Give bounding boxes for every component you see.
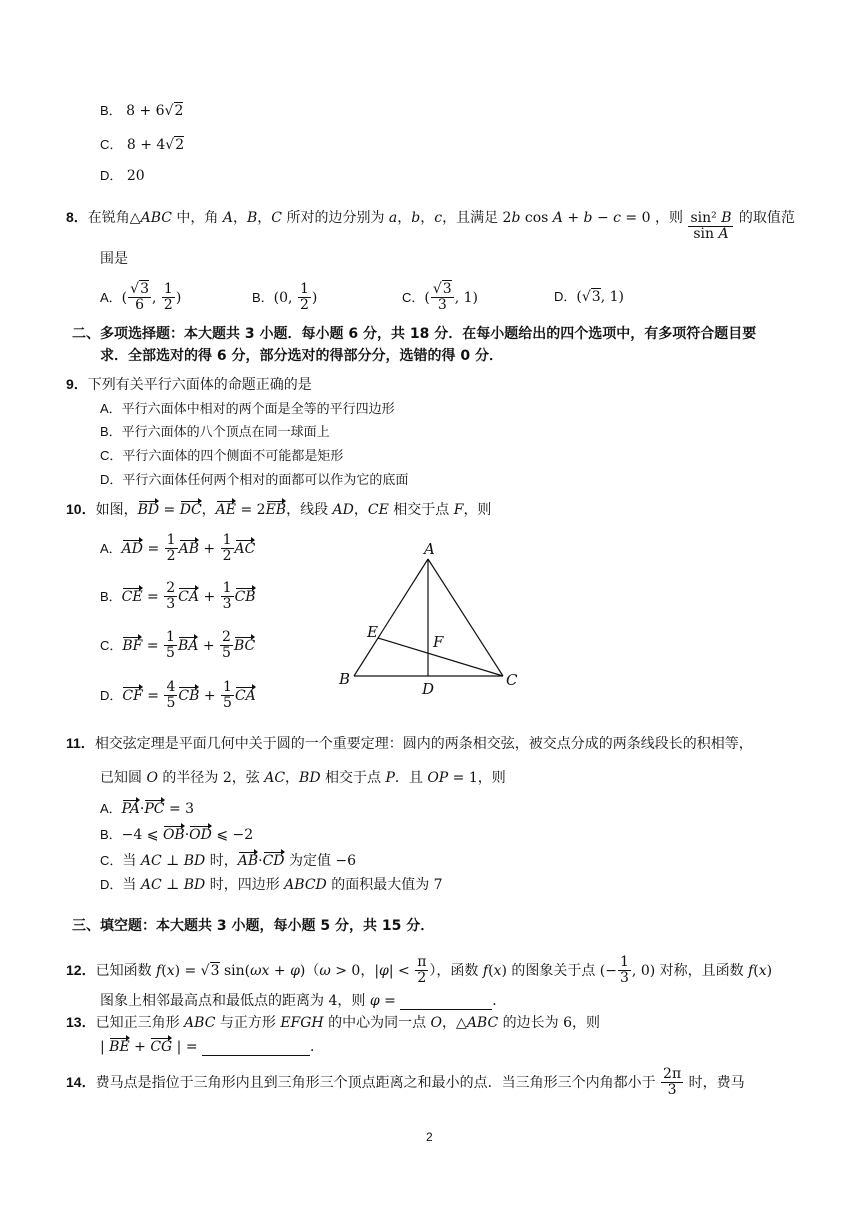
section-3-heading: 三、填空题：本大题共 3 小题，每小题 5 分，共 15 分． — [72, 918, 435, 934]
q10-option-c: C．BF = $\frac{1}{5}$ BA + $\frac{2}{5}$ BC — [100, 629, 256, 662]
label-b: B — [339, 670, 351, 688]
label-a: A — [424, 540, 435, 558]
side-ac — [428, 559, 503, 676]
question-8-stem-cont: 围是 — [100, 251, 128, 267]
question-9-stem: 9．下列有关平行六面体的命题正确的是 — [66, 376, 312, 393]
label-f: F — [433, 633, 444, 651]
question-11-stem-cont: 已知圆 O 的半径为 2，弦 AC，BD 相交于点 P．且 OP = 1，则 — [100, 770, 506, 786]
q7-option-b: B． 8 + 6√2 — [100, 103, 184, 119]
label-e: E — [367, 623, 378, 641]
q8-option-c: C．( $\frac{√3}{3}$ , 1) — [402, 281, 478, 314]
q9-option-c: C．平行六面体的四个侧面不可能都是矩形 — [100, 448, 344, 463]
question-13-stem-cont: | BE + CG | = ． — [100, 1039, 325, 1055]
triangle-figure — [330, 538, 530, 700]
section-2-heading-cont: 求．全部选对的得 6 分，部分选对的得部分分，选错的得 0 分． — [100, 348, 503, 364]
answer-blank-12[interactable] — [400, 993, 492, 1010]
question-12-stem: 12．已知函数 f(x) = √3 sin(ωx + φ)（ω > 0，|φ| < $\frac{\pi}{2}$ ），函数 f(x) 的图象关于点 (− $\frac{1}{3}$ , 0) 对称，且函数 f(x) — [66, 954, 773, 987]
question-14-stem: 14．费马点是指位于三角形内且到三角形三个顶点距离之和最小的点．当三角形三个内角都小于 $\frac{2\pi}{3}$ 时，费马 — [66, 1066, 745, 1099]
section-2-heading: 二、多项选择题：本大题共 3 小题．每小题 6 分，共 18 分．在每小题给出的四个选项中，有多项符合题目要 — [72, 326, 757, 342]
q8-option-a: A．( $\frac{√3}{6}$ , $\frac{1}{2}$ ) — [100, 281, 182, 314]
side-ab — [354, 559, 428, 676]
label-c: C — [506, 671, 518, 689]
q10-option-d: D．CF = $\frac{4}{5}$ CB + $\frac{1}{5}$ CA — [100, 679, 256, 712]
q10-option-b: B．CE = $\frac{2}{3}$ CA + $\frac{1}{3}$ CB — [100, 580, 256, 613]
question-8-stem: 8．在锐角△ABC 中，角 A，B，C 所对的边分别为 a，b，c，且满足 2b cos A + b − c = 0 ，则 $\frac{\text{sin² B}}{\text{sin A}}$ 的取值范 — [66, 209, 795, 242]
answer-blank-13[interactable] — [202, 1039, 310, 1056]
q8-option-d: D．(√3, 1) — [554, 289, 624, 305]
q11-option-c: C．当 AC ⊥ BD 时，AB·CD 为定值 −6 — [100, 853, 357, 869]
q9-option-b: B．平行六面体的八个顶点在同一球面上 — [100, 424, 330, 439]
q7-option-c: C． 8 + 4√2 — [100, 137, 185, 153]
page-number: 2 — [426, 1130, 433, 1144]
q7-option-d: D． 20 — [100, 168, 145, 184]
q11-option-a: A．PA·PC = 3 — [100, 801, 195, 817]
question-12-stem-cont: 图象上相邻最高点和最低点的距离为 4，则 φ = ． — [100, 993, 507, 1009]
question-13-stem: 13．已知正三角形 ABC 与正方形 EFGH 的中心为同一点 O，△ABC 的边长为 6，则 — [66, 1014, 600, 1031]
q8-option-b: B．(0, $\frac{1}{2}$ ) — [252, 281, 318, 314]
label-d: D — [422, 680, 435, 698]
q11-option-d: D．当 AC ⊥ BD 时，四边形 ABCD 的面积最大值为 7 — [100, 877, 443, 893]
q9-option-a: A．平行六面体中相对的两个面是全等的平行四边形 — [100, 401, 395, 416]
question-11-stem: 11．相交弦定理是平面几何中关于圆的一个重要定理：圆内的两条相交弦，被交点分成的两条线段长的积相等， — [66, 735, 753, 752]
q9-option-d: D．平行六面体任何两个相对的面都可以作为它的底面 — [100, 472, 409, 487]
question-10-stem: 10．如图，BD = DC，AE = 2EB，线段 AD，CE 相交于点 F，则 — [66, 501, 492, 518]
q11-option-b: B．−4 ⩽ OB·OD ⩽ −2 — [100, 827, 254, 843]
q10-option-a: A．AD = $\frac{1}{2}$ AB + $\frac{1}{2}$ AC — [100, 532, 256, 565]
